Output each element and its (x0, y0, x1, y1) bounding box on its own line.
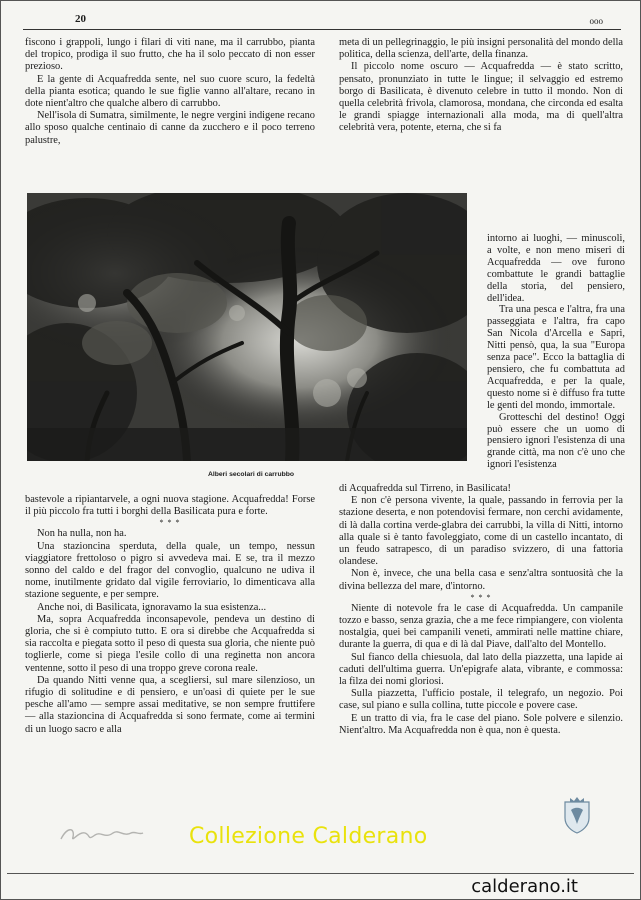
paragraph: Tra una pesca e l'altra, fra una passeggiata e l'altra, fra capo San Nicola d'Arcella e Sapri, Nitti pensò, qua, la sua "Europa senza pace". Ecco la battaglia di pensiero, che fu combattuta ad Acquafredda, e per la quale, questo nome si è diffuso fra tutte le genti del mondo, immortale. (487, 304, 625, 411)
section-separator: * * * (470, 592, 492, 602)
page-number: 20 (75, 13, 86, 25)
right-column-top (339, 37, 623, 135)
page-header (23, 15, 621, 30)
paragraph: Grotteschi del destino! Oggi può essere che un uomo di pensiero ignori l'esistenza di una grande città, ma non c'è uno che ignori l'esistenza (487, 411, 625, 471)
signature-mark (57, 821, 147, 847)
paragraph: Sul fianco della chiesuola, dal lato della piazzetta, una lapide ai caduti dell'ultima guerra. Un'epigrafe alata, vibrante, e commossa: la filza dei nomi gloriosi. (339, 651, 623, 688)
paragraph: intorno ai luoghi, — minuscoli, a volte, e non meno miseri di Acquafredda — ove furono combattute le grandi battaglie della storia, del pensiero, dell'idea. (487, 233, 625, 304)
photo-caption: Alberi secolari di carrubbo (207, 471, 295, 478)
paragraph: fiscono i grappoli, lungo i filari di viti nane, ma il carrubbo, pianta del tropico, prodiga il suo frutto, che ha il solo peccato di non esser prezioso. (25, 37, 315, 73)
left-column-top (25, 37, 315, 147)
crest-icon (562, 796, 592, 834)
paragraph: E un tratto di via, fra le case del piano. Sole polvere e silenzio. Nient'altro. Ma Acquafredda non è qua, non è questa. (339, 712, 623, 736)
left-column-bottom (25, 494, 315, 736)
paragraph: bastevole a ripiantarvele, a ogni nuova stagione. Acquafredda! Forse il più piccolo fra tutti i borghi della Basilicata pura e forte. (25, 494, 315, 518)
paragraph: Il piccolo nome oscuro — Acquafredda — è stato scritto, pensato, pronunziato in tutte le lingue; il selvaggio ed estremo borgo di Basilicata, è divenuto celebre in tutto il mondo. Non di quella celebrità frivola, clamorosa, mondana, che circonda ed esalta le grandi spiagge internazionali alla moda, ma di quell'altra celebrità vera, potente, eterna, che si fa (339, 61, 623, 134)
paragraph: meta di un pellegrinaggio, le più insigni personalità del mondo della politica, della scienza, dell'arte, della finanza. (339, 37, 623, 61)
paragraph: di Acquafredda sul Tirreno, in Basilicata! (339, 483, 511, 494)
paragraph: Sulla piazzetta, l'ufficio postale, il telegrafo, un negozio. Poi case, sul piano e sulla collina, tutte piccole e povere case. (339, 688, 623, 712)
paragraph: E non c'è persona vivente, la quale, passando in ferrovia per la stazione deserta, e non potendovisi fermare, non cerchi avidamente, di là dalla cortina verde-glabra dei carrubbi, la villa di Nitti, intorno alla quale si è tanto favoleggiato, come di un castello incantato, di un feudo satrapesco, di un paradiso svizzero, di una fattoria olandese. (339, 495, 623, 568)
site-footer (7, 873, 634, 896)
right-column-wrap (487, 233, 625, 471)
paragraph: Nell'isola di Sumatra, similmente, le negre vergini indigene recano allo sposo qualche centinaio di canne da zucchero e il poco terreno palustre, (25, 110, 315, 146)
paragraph: Non ha nulla, non ha. (37, 528, 127, 540)
footer-site-name[interactable]: calderano.it (471, 876, 578, 897)
paragraph: E la gente di Acquafredda sente, nel suo cuore scuro, la fedeltà della pianta esotica; quando le sue figlie vanno all'altare, recano in dote nient'altro che qualche albero di carrubbo. (25, 73, 315, 110)
carob-trees-photo (27, 193, 467, 461)
paragraph: Ma, sopra Acquafredda inconsapevole, pendeva un destino di gloria, che si è compiuto tutto. E ora si direbbe che Acquafredda si sia raccolta e piegata sotto il peso di questa sua gloria, che niente può toglierle, come si piega l'esile collo di una reginetta non ancora ventenne, sotto il peso di una troppo greve corona reale. (25, 613, 315, 674)
paragraph: Non è, invece, che una bella casa e senz'altra sontuosità che la divina bellezza del mare, d'intorno. (339, 568, 623, 592)
paragraph: Da quando Nitti venne qua, a scegliersi, sul mare silenzioso, un rifugio di solitudine e di pensiero, e un'oasi di quiete per le sue pesche all'amo — sempre assai meditative, se non sempre fruttifere — alla stazioncina di Acquafredda si sono fermate, come ai termini di un luogo sacro e alla (25, 674, 315, 735)
right-column-bottom (339, 483, 623, 737)
paragraph: Una stazioncina sperduta, della quale, un tempo, nessun viaggiatore frettoloso o pigro si avvedeva mai. E se, tra il mezzo sonno del caldo e del fragor del convoglio, qualcuno ne udiva il nome, inutilmente gridato dal vigile ferroviario, lo dimenticava alla stazione seguente, e per sempre. (25, 540, 315, 601)
header-ornament: ooo (589, 16, 603, 26)
collection-watermark: Collezione Calderano (189, 824, 428, 849)
photo-illustration (27, 193, 467, 461)
paragraph: Anche noi, di Basilicata, ignoravamo la sua esistenza... (37, 601, 267, 613)
section-separator: * * * (159, 518, 181, 528)
paragraph: Niente di notevole fra le case di Acquafredda. Un campanile tozzo e basso, senza grazia, che a me fece rimpiangere, con violenta nostalgia, quei bei campanili veneti, ammirati nelle mattine chiare, durante la guerra, di qua e di là dal Piave, dall'alto del Montello. (339, 602, 623, 651)
